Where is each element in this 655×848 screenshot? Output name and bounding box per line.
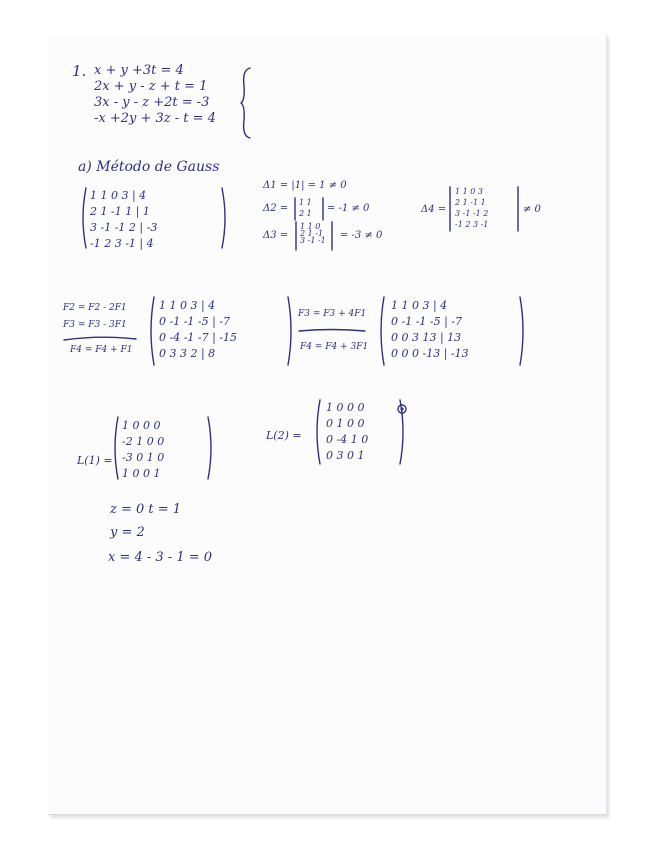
matrix-row: 0 -1 -1 -5 | -7	[391, 315, 463, 328]
minor-1	[263, 181, 347, 191]
matrix-row: 0 0 0 -13 | -13	[391, 347, 469, 360]
minor-1-label: Δ1 =	[263, 180, 289, 191]
minor-4-row: 1 1 0 3	[455, 187, 483, 196]
equation-3: 3x - y - z +2t = -3	[94, 95, 210, 110]
minor-3-label: Δ3 =	[263, 230, 289, 241]
minor-3-result: = -3 ≠ 0	[340, 230, 383, 241]
matrix-row: 0 -4 1 0	[326, 433, 369, 446]
minor-3-row: 3 -1 -1	[300, 236, 326, 245]
step2-op-1: F3 = F3 + 4F1	[298, 309, 367, 319]
matrix-row: 0 -4 -1 -7 | -15	[159, 331, 238, 344]
augmented-matrix	[90, 190, 157, 254]
step1-matrix	[159, 300, 237, 364]
step1-op-2: F3 = F3 - 3F1	[63, 320, 127, 330]
step2-op-2: F4 = F4 + 3F1	[300, 342, 369, 352]
minor-4-matrix	[455, 188, 488, 232]
matrix-row: 0 1 0 0	[326, 417, 365, 430]
matrix-row: -2 1 0 0	[122, 435, 165, 448]
minor-4-row: -1 2 3 -1	[455, 220, 489, 229]
circled-mark-icon	[396, 403, 408, 415]
matrix-row: 1 0 0 0	[326, 401, 365, 414]
step2-ops-underline	[297, 327, 367, 335]
equation-2: 2x + y - z + t = 1	[94, 79, 208, 94]
step1-op-1: F2 = F2 - 2F1	[63, 303, 127, 313]
matrix-row: -3 0 1 0	[122, 451, 165, 464]
matrix-row: 1 0 0 1	[122, 467, 161, 480]
minor-2-label: Δ2 =	[263, 203, 289, 214]
L1-label: L(1) =	[77, 454, 113, 467]
solution-line-1: z = 0 t = 1	[110, 502, 182, 517]
matrix-row: 1 0 0 0	[122, 419, 161, 432]
exercise-number: 1.	[72, 62, 87, 80]
matrix-row: -1 2 3 -1 | 4	[90, 237, 154, 250]
matrix-row: 1 1 0 3 | 4	[391, 299, 448, 312]
matrix-row: 0 3 3 2 | 8	[159, 347, 216, 360]
step1-op-3: F4 = F4 + F1	[70, 345, 133, 355]
matrix-row: 2 1 -1 1 | 1	[90, 205, 150, 218]
minor-4-row: 3 -1 -1 2	[455, 209, 489, 218]
L1-matrix	[122, 420, 164, 484]
part-a-title: a) Método de Gauss	[78, 159, 220, 175]
minor-4-label: Δ4 =	[421, 204, 447, 215]
equation-system	[94, 64, 216, 128]
minor-4-row: 2 1 -1 1	[455, 198, 486, 207]
matrix-row: 0 0 3 13 | 13	[391, 331, 462, 344]
step2-matrix	[391, 300, 469, 364]
matrix-row: 1 1 0 3 | 4	[90, 189, 147, 202]
minor-3-row: 1 1 0	[300, 222, 321, 231]
minor-2-result: = -1 ≠ 0	[327, 203, 370, 214]
solution-line-2: y = 2	[110, 525, 145, 540]
minor-2-row: 1 1	[299, 198, 312, 207]
matrix-row: 1 1 0 3 | 4	[159, 299, 216, 312]
L2-matrix	[326, 402, 368, 466]
matrix-row: 3 -1 -1 2 | -3	[90, 221, 158, 234]
minor-1-expr: |1| = 1 ≠ 0	[291, 180, 347, 191]
minor-3-matrix	[300, 223, 326, 244]
minor-4-result: ≠ 0	[523, 204, 541, 215]
equation-4: -x +2y + 3z - t = 4	[94, 111, 216, 126]
step1-ops-underline	[62, 335, 138, 343]
minor-3-row: 2 1 -1	[300, 229, 324, 238]
equation-1: x + y +3t = 4	[94, 63, 184, 78]
solution-line-3: x = 4 - 3 - 1 = 0	[108, 550, 213, 565]
matrix-row: 0 -1 -1 -5 | -7	[159, 315, 231, 328]
matrix-row: 0 3 0 1	[326, 449, 365, 462]
minor-2-row: 2 1	[299, 209, 312, 218]
system-brace	[240, 66, 254, 140]
L2-label: L(2) =	[266, 429, 302, 442]
minor-2-matrix	[299, 199, 312, 221]
